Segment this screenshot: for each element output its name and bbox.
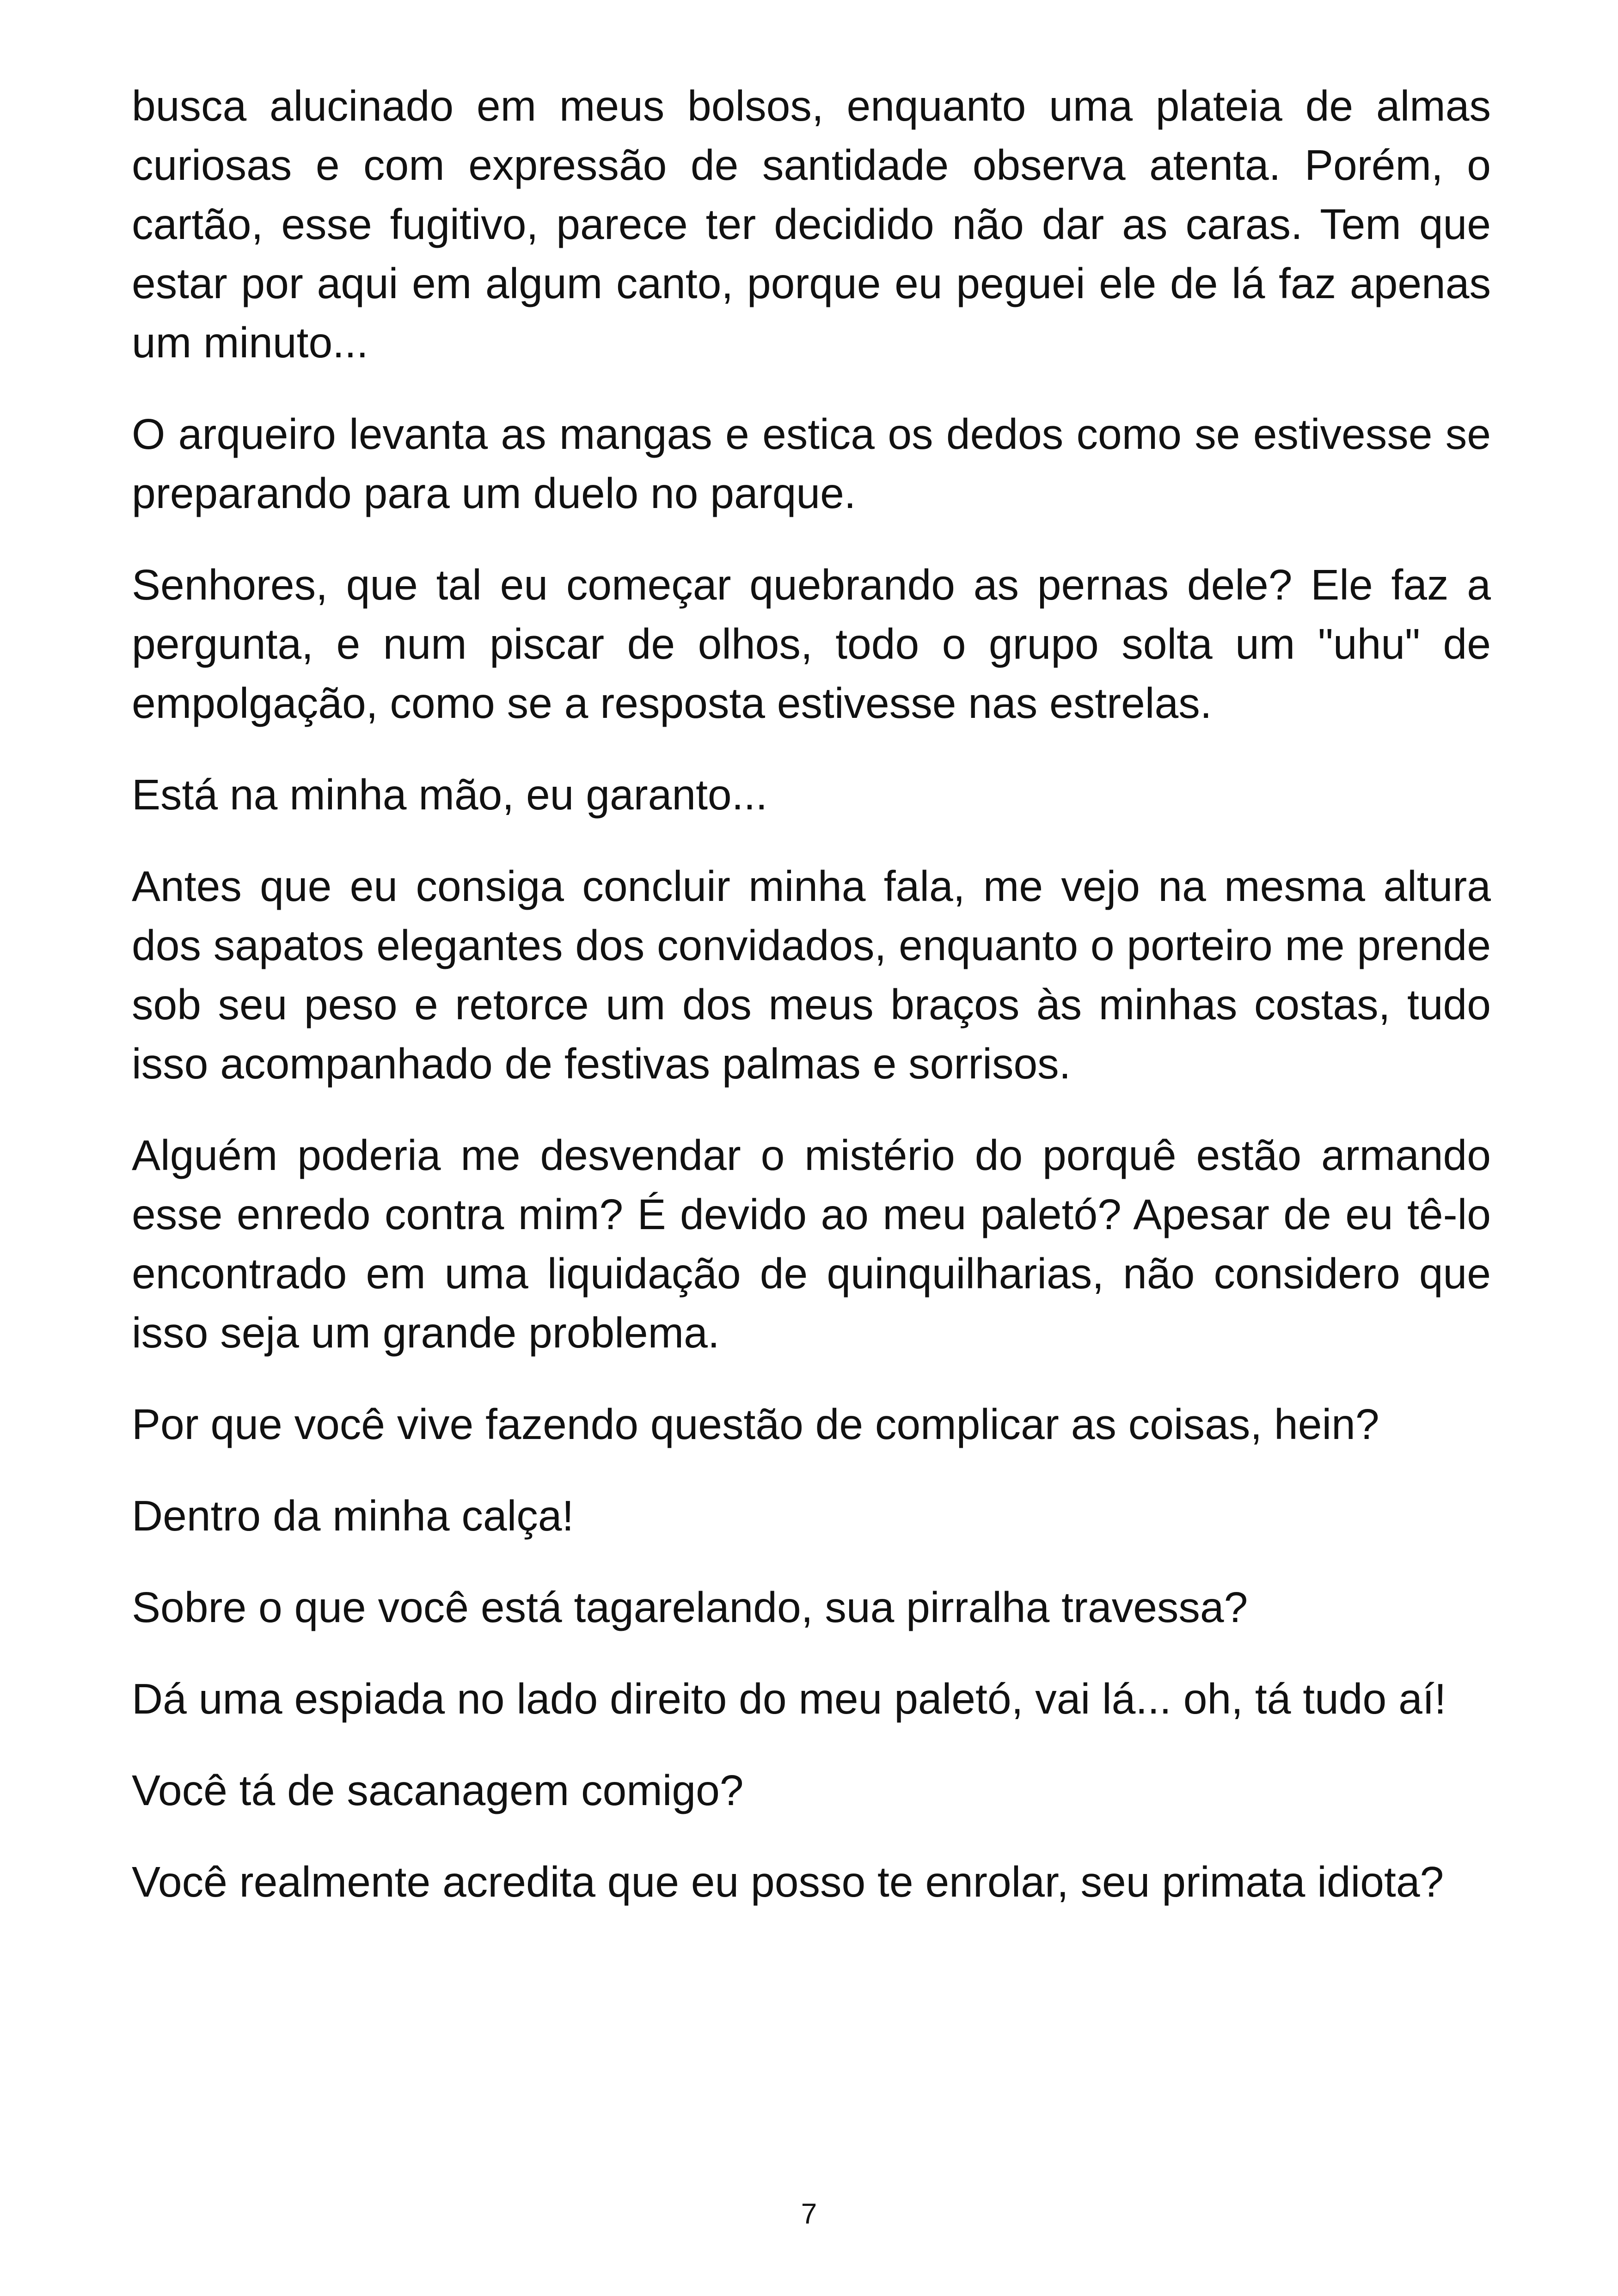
paragraph-1: busca alucinado em meus bolsos, enquanto uma plateia de almas curiosas e com expressão de santidade observa atenta. Porém, o cartão, esse fugitivo, parece ter decidido não dar as caras. Tem que estar por aqui em algum canto, porque eu peguei ele de lá faz apenas um minuto... — [132, 82, 1491, 367]
paragraph-10: Dá uma espiada no lado direito do meu paletó, vai lá... oh, tá tudo aí! — [132, 1675, 1446, 1723]
paragraph-12: Você realmente acredita que eu posso te enrolar, seu primata idiota? — [132, 1858, 1444, 1906]
paragraph-9: Sobre o que você está tagarelando, sua pirralha travessa? — [132, 1583, 1248, 1631]
paragraph-3: Senhores, que tal eu começar quebrando as pernas dele? Ele faz a pergunta, e num piscar de olhos, todo o grupo solta um "uhu" de empolgação, como se a resposta estivesse nas estrelas. — [132, 561, 1491, 727]
paragraph-6: Alguém poderia me desvendar o mistério do porquê estão armando esse enredo contra mim? É devido ao meu paletó? Apesar de eu tê-lo encontrado em uma liquidação de quinquilharias, não considero que isso seja um grande problema. — [132, 1131, 1491, 1357]
paragraph-8: Dentro da minha calça! — [132, 1492, 574, 1540]
paragraph-7: Por que você vive fazendo questão de complicar as coisas, hein? — [132, 1400, 1379, 1448]
paragraph-2: O arqueiro levanta as mangas e estica os dedos como se estivesse se preparando para um duelo no parque. — [132, 410, 1491, 517]
paragraph-5: Antes que eu consiga concluir minha fala, me vejo na mesma altura dos sapatos elegantes dos convidados, enquanto o porteiro me prende sob seu peso e retorce um dos meus braços às minhas costas, tudo isso acompanhado de festivas palmas e sorrisos. — [132, 862, 1491, 1088]
paragraph-11: Você tá de sacanagem comigo? — [132, 1766, 744, 1814]
page-number: 7 — [801, 2198, 817, 2230]
body-text — [132, 76, 1491, 1944]
paragraph-4: Está na minha mão, eu garanto... — [132, 771, 768, 819]
